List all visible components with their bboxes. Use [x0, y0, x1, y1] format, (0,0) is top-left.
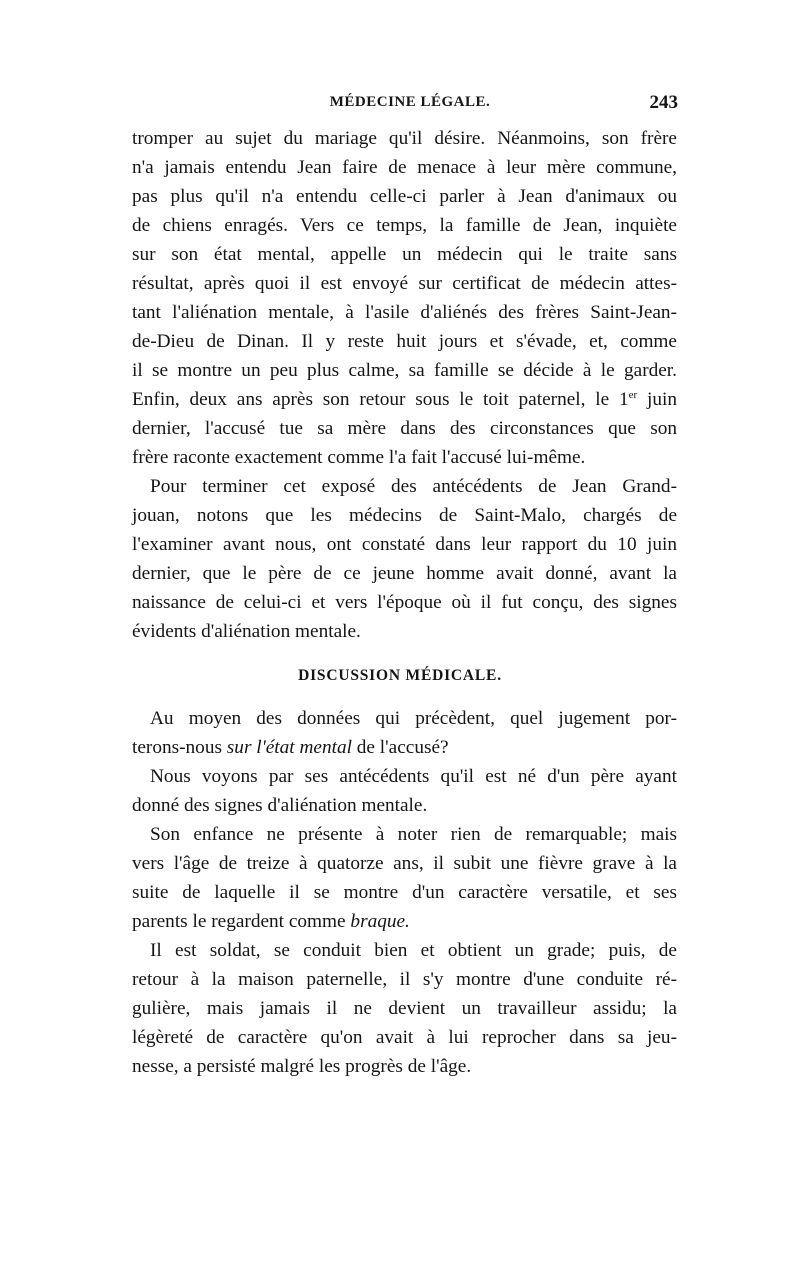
- enfin-text-end: juin: [637, 389, 677, 410]
- text-fragment: de l'accusé?: [351, 737, 449, 758]
- text-line: légèreté de caractère qu'on avait à lui reprocher dans sa jeu-: [132, 1027, 677, 1048]
- text-line: dernier, que le père de ce jeune homme avait donné, avant la: [132, 563, 677, 584]
- text-line: retour à la maison paternelle, il s'y montre d'une conduite ré-: [132, 969, 677, 990]
- text-line-enfin: [132, 385, 677, 414]
- text-line: n'a jamais entendu Jean faire de menace à leur mère commune,: [132, 157, 677, 178]
- text-line: sur son état mental, appelle un médecin qui le traite sans: [132, 244, 677, 265]
- ordinal-superscript: er: [628, 389, 638, 401]
- text-line: donné des signes d'aliénation mentale.: [132, 795, 428, 816]
- text-line: résultat, après quoi il est envoyé sur certificat de médecin attes-: [132, 273, 677, 294]
- text-line: suite de laquelle il se montre d'un caractère versatile, et ses: [132, 882, 677, 903]
- text-line: tromper au sujet du mariage qu'il désire. Néanmoins, son frère: [132, 128, 677, 149]
- text-fragment: parents le regardent comme: [132, 911, 351, 932]
- text-line: vers l'âge de treize à quatorze ans, il subit une fièvre grave à la: [132, 853, 677, 874]
- section-1-text: [132, 124, 677, 646]
- text-line: Son enfance ne présente à noter rien de remarquable; mais: [150, 824, 677, 845]
- text-line: de-Dieu de Dinan. Il y reste huit jours et s'évade, et, comme: [132, 331, 677, 352]
- text-line: il se montre un peu plus calme, sa famille se décide à le garder.: [132, 360, 677, 381]
- text-line: tant l'aliénation mentale, à l'asile d'aliénés des frères Saint-Jean-: [132, 302, 677, 323]
- text-line: nesse, a persisté malgré les progrès de l'âge.: [132, 1056, 472, 1077]
- text-line: l'examiner avant nous, ont constaté dans leur rapport du 10 juin: [132, 534, 677, 555]
- italic-phrase: sur l'état mental: [226, 737, 352, 758]
- text-line: frère raconte exactement comme l'a fait l'accusé lui-même.: [132, 447, 586, 468]
- text-line: de chiens enragés. Vers ce temps, la famille de Jean, inquiète: [132, 215, 677, 236]
- section-heading: DISCUSSION MÉDICALE.: [298, 667, 502, 684]
- page-number: 243: [649, 92, 678, 113]
- text-line: jouan, notons que les médecins de Saint-Malo, chargés de: [132, 505, 677, 526]
- text-line: Il est soldat, se conduit bien et obtient un grade; puis, de: [150, 940, 677, 961]
- text-line: Nous voyons par ses antécédents qu'il est né d'un père ayant: [150, 766, 677, 787]
- enfin-text: Enfin, deux ans après son retour sous le toit paternel, le 1: [132, 389, 629, 410]
- text-line: dernier, l'accusé tue sa mère dans des circonstances que son: [132, 418, 677, 439]
- text-line-mixed: [132, 907, 677, 936]
- text-line-mixed: [132, 733, 677, 762]
- running-title: MÉDECINE LÉGALE.: [329, 94, 491, 110]
- italic-word: braque.: [350, 911, 410, 932]
- text-line: Au moyen des données qui précèdent, quel jugement por-: [150, 708, 677, 729]
- section-2-text: [132, 704, 677, 1081]
- text-line: naissance de celui-ci et vers l'époque où il fut conçu, des signes: [132, 592, 677, 613]
- text-fragment: terons-nous: [132, 737, 227, 758]
- text-line: évidents d'aliénation mentale.: [132, 621, 361, 642]
- text-line: pas plus qu'il n'a entendu celle-ci parler à Jean d'animaux ou: [132, 186, 677, 207]
- running-header: [0, 94, 800, 118]
- text-line: gulière, mais jamais il ne devient un travailleur assidu; la: [132, 998, 677, 1019]
- text-line: Pour terminer cet exposé des antécédents de Jean Grand-: [150, 476, 677, 497]
